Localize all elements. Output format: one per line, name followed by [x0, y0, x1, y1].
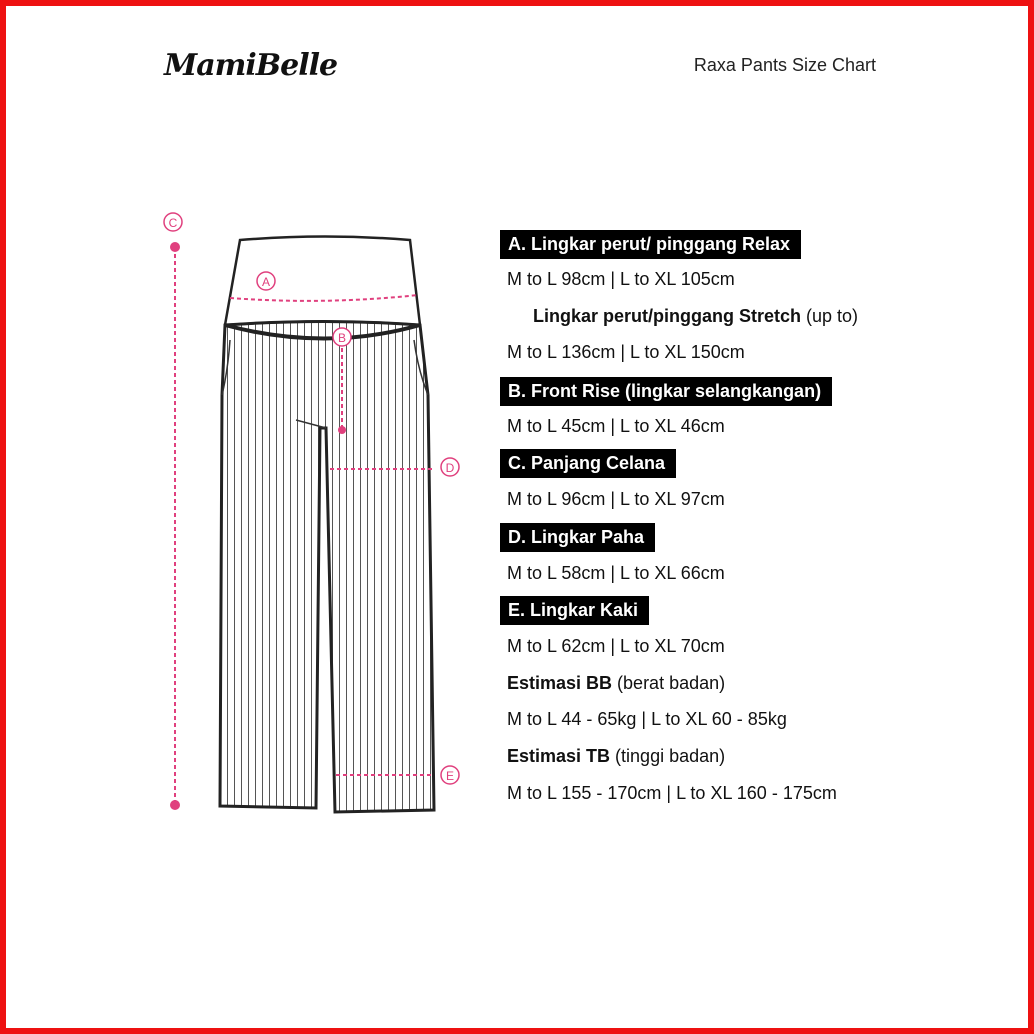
- marker-d-label: D: [445, 461, 455, 475]
- pants-body: [220, 322, 434, 813]
- marker-b-label: B: [337, 331, 347, 345]
- estimate-height-heading: [507, 746, 725, 767]
- value-e: M to L 62cm | L to XL 70cm: [507, 636, 725, 656]
- heading-a: A. Lingkar perut/ pinggang Relax: [500, 230, 801, 259]
- estimate-weight-heading: [507, 673, 725, 694]
- value-c: M to L 96cm | L to XL 97cm: [507, 489, 725, 509]
- marker-c-label: C: [168, 216, 178, 230]
- sub-value-a: M to L 136cm | L to XL 150cm: [507, 342, 745, 362]
- page-title: Raxa Pants Size Chart: [693, 55, 876, 75]
- brand-logo: MamiBelle: [164, 48, 338, 83]
- estimate-weight-note: (berat badan): [612, 673, 726, 693]
- marker-e-label: E: [445, 769, 455, 783]
- estimate-weight-value: M to L 44 - 65kg | L to XL 60 - 85kg: [507, 709, 787, 729]
- measure-end-b: [338, 426, 346, 434]
- heading-b: B. Front Rise (lingkar selangkangan): [500, 377, 832, 406]
- heading-e: E. Lingkar Kaki: [500, 596, 649, 625]
- estimate-height-value: M to L 155 - 170cm | L to XL 160 - 175cm: [507, 783, 837, 803]
- marker-a-label: A: [261, 275, 271, 289]
- heading-d: D. Lingkar Paha: [500, 523, 655, 552]
- estimate-height-note: (tinggi badan): [610, 746, 726, 766]
- value-d: M to L 58cm | L to XL 66cm: [507, 563, 725, 583]
- pants-waistband: [225, 237, 420, 326]
- estimate-weight-label: Estimasi BB: [507, 673, 613, 693]
- heading-c: C. Panjang Celana: [500, 449, 676, 478]
- measure-end-c-top: [170, 242, 180, 252]
- sub-heading-a-bold: Lingkar perut/pinggang Stretch: [533, 306, 802, 326]
- measure-end-c-bottom: [170, 800, 180, 810]
- sub-heading-a: [533, 306, 858, 327]
- value-a: M to L 98cm | L to XL 105cm: [507, 269, 735, 289]
- estimate-height-label: Estimasi TB: [507, 746, 611, 766]
- sub-heading-a-note: (up to): [801, 306, 859, 326]
- value-b: M to L 45cm | L to XL 46cm: [507, 416, 725, 436]
